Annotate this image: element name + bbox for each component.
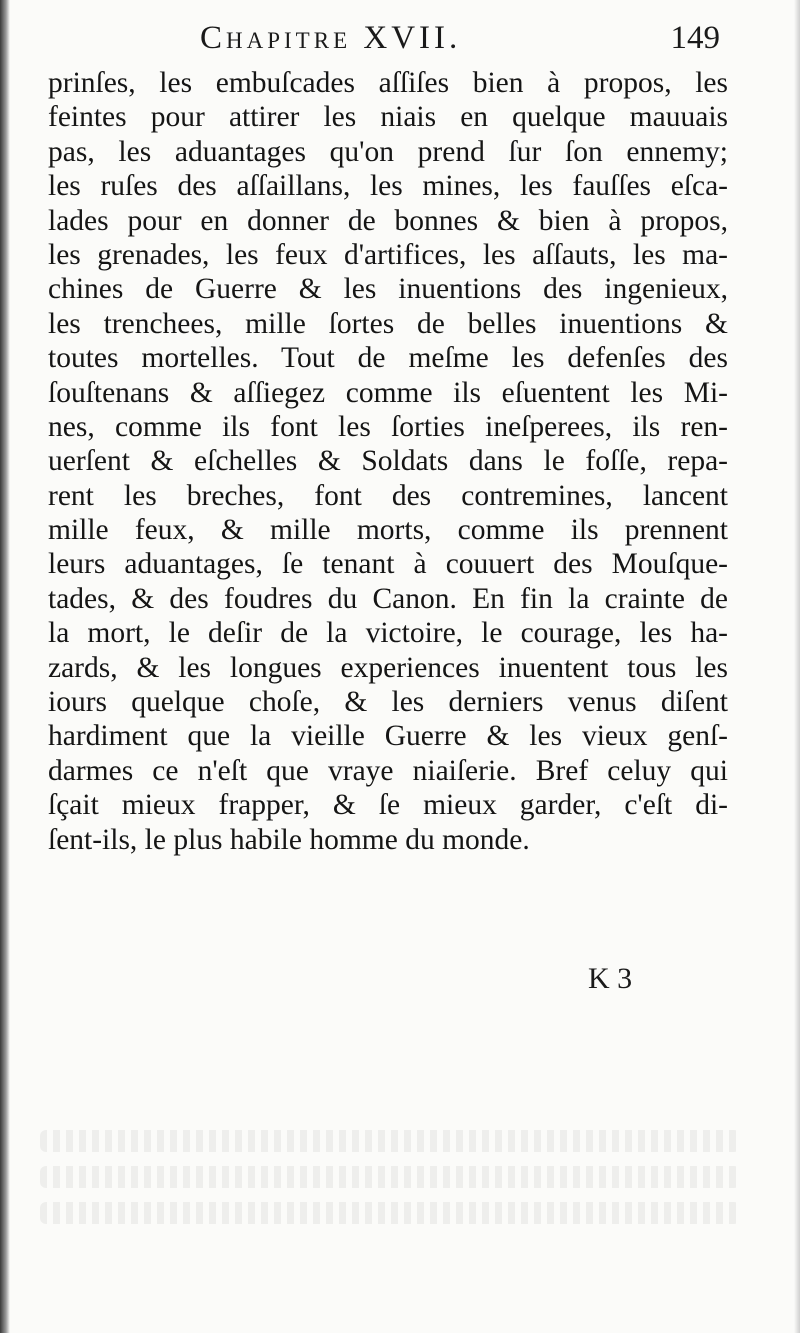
text-line: lades pour en donner de bonnes & bien à propos,: [48, 204, 728, 237]
text-line: les ruſes des aſſaillans, les mines, les fauſſes eſca-: [48, 170, 728, 203]
show-through-texture: [40, 1130, 740, 1270]
text-line: les trenchees, mille ſortes de belles inuentions &: [48, 307, 728, 340]
page-header: [200, 18, 720, 62]
text-line: la mort, le deſir de la victoire, le courage, les ha-: [48, 617, 728, 650]
text-line: les grenades, les feux d'artifices, les aſſauts, les ma-: [48, 238, 728, 271]
text-line: uerſent & eſchelles & Soldats dans le foſſe, repa-: [48, 445, 728, 478]
text-line: zards, & les longues experiences inuentent tous les: [48, 651, 728, 684]
text-line: darmes ce n'eſt que vraye niaiſerie. Bref celuy qui: [48, 754, 728, 787]
text-line: rent les breches, font des contremines, lancent: [48, 479, 728, 512]
text-line: prinſes, les embuſcades aſſiſes bien à propos, les: [48, 67, 728, 99]
text-line: tades, & des foudres du Canon. En fin la crainte de: [48, 582, 728, 615]
text-line: toutes mortelles. Tout de meſme les defenſes des: [48, 342, 728, 375]
text-line: nes, comme ils font les ſorties ineſperees, ils ren-: [48, 410, 728, 443]
page-number: 149: [670, 20, 720, 56]
show-through-line: [40, 1202, 740, 1224]
show-through-line: [40, 1130, 740, 1152]
text-line: hardiment que la vieille Guerre & les vieux genſ-: [48, 720, 728, 753]
text-line: leurs aduantages, ſe tenant à couuert des Mouſque-: [48, 548, 728, 581]
text-line: ſent-ils, le plus habile homme du monde.: [48, 823, 530, 856]
body-text: [48, 66, 728, 857]
signature-mark: K 3: [588, 962, 633, 995]
text-line: iours quelque choſe, & les derniers venus diſent: [48, 686, 728, 719]
text-line: chines de Guerre & les inuentions des ingenieux,: [48, 273, 728, 306]
running-head: Chapitre XVII.: [200, 20, 462, 56]
text-line: feintes pour attirer les niais en quelque mauuais: [48, 101, 728, 134]
text-line: mille feux, & mille morts, comme ils prennent: [48, 514, 728, 547]
show-through-line: [40, 1166, 740, 1188]
text-line: ſçait mieux frapper, & ſe mieux garder, c'eſt di-: [48, 789, 728, 822]
text-line: ſouſtenans & aſſiegez comme ils eſuentent les Mi-: [48, 376, 728, 409]
text-line: pas, les aduantages qu'on prend ſur ſon ennemy;: [48, 135, 728, 168]
